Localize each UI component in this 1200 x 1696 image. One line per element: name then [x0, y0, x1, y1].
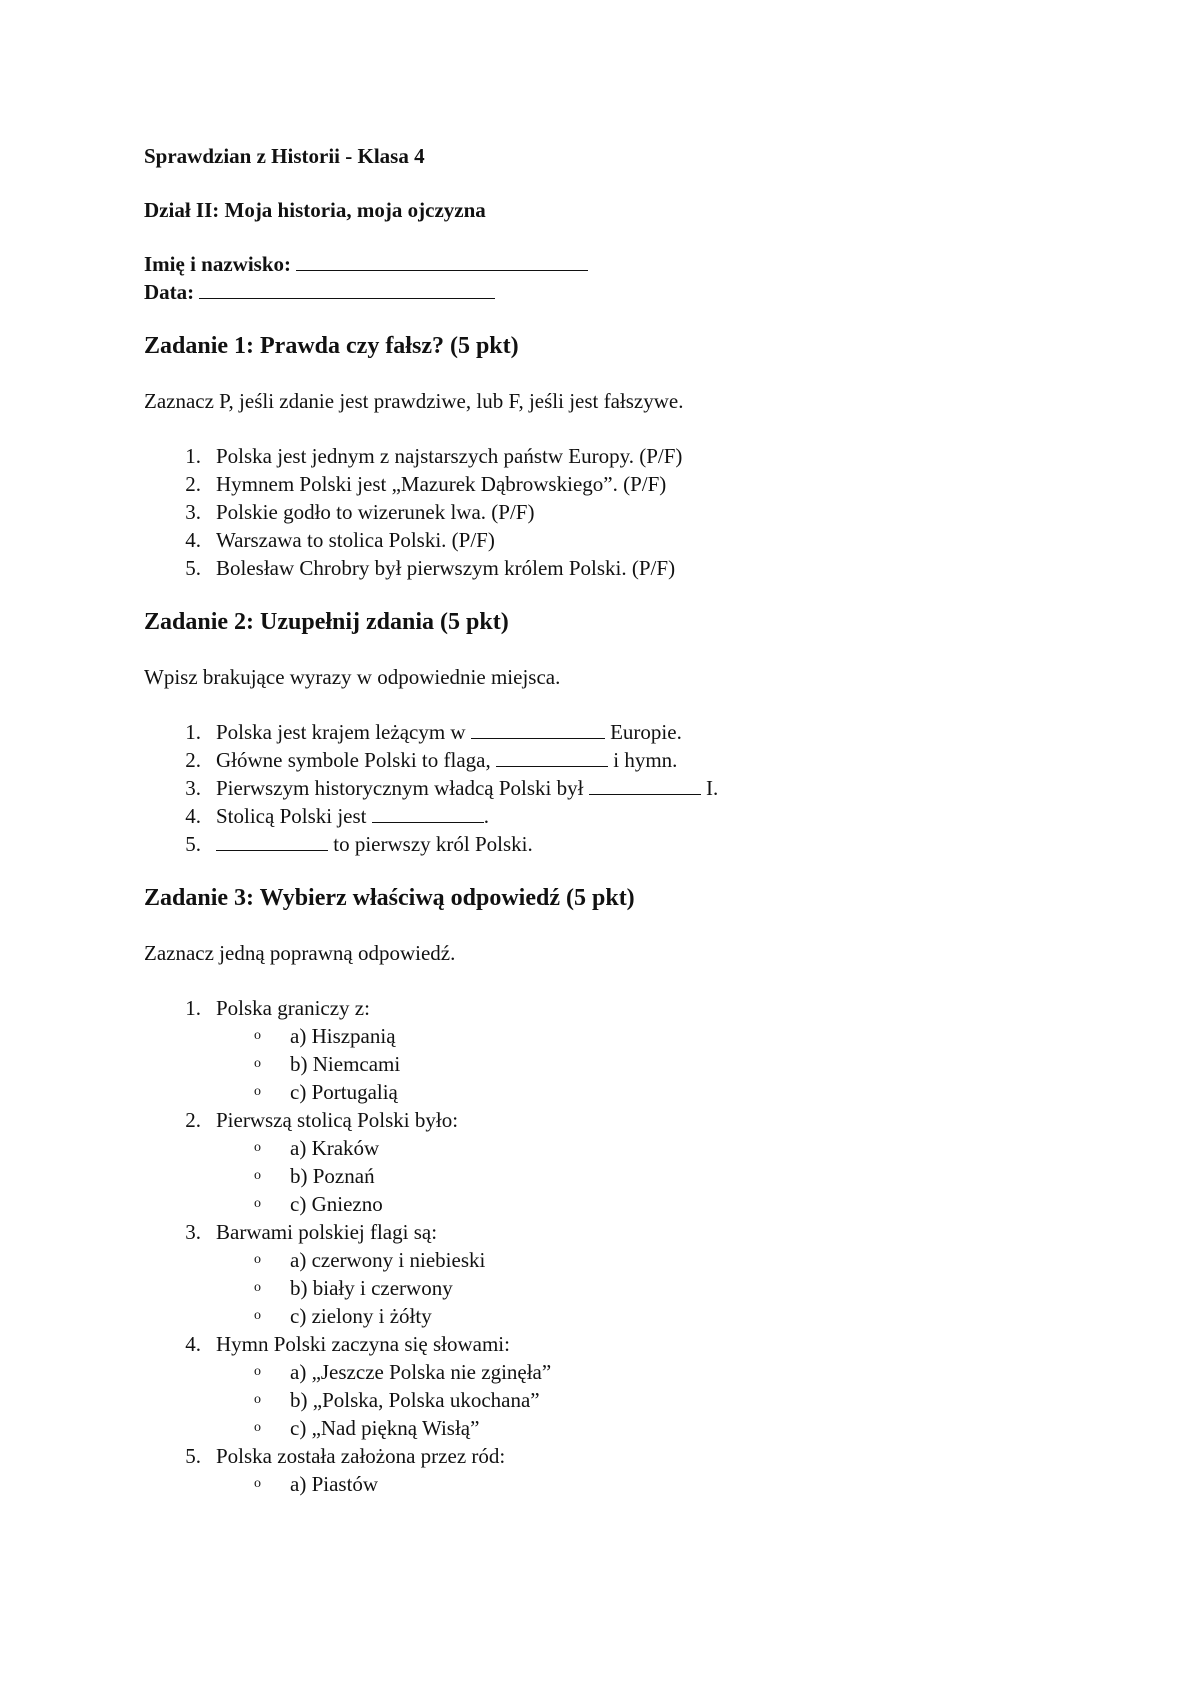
option-text: b) „Polska, Polska ukochana” [290, 1388, 540, 1412]
name-label: Imię i nazwisko: [144, 252, 291, 276]
task2-item [144, 774, 1104, 802]
item-number: 4 . [179, 526, 201, 554]
item-text: Hymnem Polski jest „Mazurek Dąbrowskiego”. (P/F) [216, 472, 667, 496]
circle-bullet-icon: o [254, 1420, 261, 1435]
fill-in-blank[interactable] [496, 748, 608, 767]
answer-option[interactable] [144, 1358, 1104, 1386]
task1-item [144, 442, 1104, 470]
circle-bullet-icon: o [254, 1364, 261, 1379]
task2-item [144, 746, 1104, 774]
circle-bullet-icon: o [254, 1056, 261, 1071]
answer-option[interactable] [144, 1022, 1104, 1050]
option-text: b) biały i czerwony [290, 1276, 453, 1300]
task2-instruction: Wpisz brakujące wyrazy w odpowiednie miejsca. [144, 665, 561, 689]
section-title: Dział II: Moja historia, moja ojczyzna [144, 198, 486, 222]
circle-bullet-icon: o [254, 1392, 261, 1407]
task1-item [144, 526, 1104, 554]
item-number: 4 . [179, 802, 201, 830]
answer-options [216, 1134, 1104, 1218]
name-blank[interactable] [296, 252, 588, 271]
answer-option[interactable] [144, 1078, 1104, 1106]
item-text: Bolesław Chrobry był pierwszym królem Polski. (P/F) [216, 556, 676, 580]
circle-bullet-icon: o [254, 1252, 261, 1267]
answer-option[interactable] [144, 1274, 1104, 1302]
item-text: Warszawa to stolica Polski. (P/F) [216, 528, 495, 552]
task3-heading: Zadanie 3: Wybierz właściwą odpowiedź (5 pkt) [144, 885, 635, 911]
task2-item [144, 830, 1104, 858]
fill-in-blank[interactable] [216, 832, 328, 851]
question-number: 5 . [179, 1442, 201, 1470]
item-text: Polska jest jednym z najstarszych państw Europy. (P/F) [216, 444, 683, 468]
item-number: 3 . [179, 498, 201, 526]
question-text: Barwami polskiej flagi są: [216, 1220, 438, 1244]
option-text: a) „Jeszcze Polska nie zginęła” [290, 1360, 552, 1384]
task3-question [144, 1218, 1104, 1330]
item-text-before: Stolicą Polski jest [216, 804, 372, 828]
question-text: Pierwszą stolicą Polski było: [216, 1108, 459, 1132]
question-number: 1 . [179, 994, 201, 1022]
item-number: 1 . [179, 442, 201, 470]
task1-item [144, 498, 1104, 526]
task2-list [144, 718, 1104, 858]
answer-option[interactable] [144, 1470, 1104, 1498]
option-text: a) Kraków [290, 1136, 380, 1160]
item-text-after: Europie. [604, 720, 682, 744]
task2-item [144, 802, 1104, 830]
question-text: Hymn Polski zaczyna się słowami: [216, 1332, 510, 1356]
question-text: Polska graniczy z: [216, 996, 370, 1020]
task3-question [144, 1442, 1104, 1498]
date-blank[interactable] [199, 280, 495, 299]
question-number: 2 . [179, 1106, 201, 1134]
answer-options [216, 1246, 1104, 1330]
test-content [144, 142, 1104, 1498]
task3-question [144, 1330, 1104, 1442]
task1-instruction: Zaznacz P, jeśli zdanie jest prawdziwe, lub F, jeśli jest fałszywe. [144, 389, 684, 413]
task1-list [144, 442, 1104, 582]
question-number: 4 . [179, 1330, 201, 1358]
task2-heading: Zadanie 2: Uzupełnij zdania (5 pkt) [144, 609, 509, 635]
date-label: Data: [144, 280, 195, 304]
item-number: 2 . [179, 746, 201, 774]
question-text: Polska została założona przez ród: [216, 1444, 506, 1468]
task1-heading: Zadanie 1: Prawda czy fałsz? (5 pkt) [144, 333, 519, 359]
item-number: 3 . [179, 774, 201, 802]
name-field-row [144, 250, 1104, 278]
item-text-before: Główne symbole Polski to flaga, [216, 748, 496, 772]
item-number: 2 . [179, 470, 201, 498]
item-text-after: I. [700, 776, 719, 800]
option-text: c) zielony i żółty [290, 1304, 432, 1328]
circle-bullet-icon: o [254, 1084, 261, 1099]
option-text: b) Niemcami [290, 1052, 401, 1076]
fill-in-blank[interactable] [372, 804, 484, 823]
fill-in-blank[interactable] [589, 776, 701, 795]
option-text: a) Hiszpanią [290, 1024, 396, 1048]
answer-option[interactable] [144, 1134, 1104, 1162]
question-number: 3 . [179, 1218, 201, 1246]
circle-bullet-icon: o [254, 1476, 261, 1491]
task1-item [144, 470, 1104, 498]
answer-options [216, 1022, 1104, 1106]
item-text-before: Polska jest krajem leżącym w [216, 720, 471, 744]
circle-bullet-icon: o [254, 1280, 261, 1295]
date-field-row [144, 278, 1104, 306]
circle-bullet-icon: o [254, 1168, 261, 1183]
task3-question [144, 994, 1104, 1106]
answer-option[interactable] [144, 1190, 1104, 1218]
task2-item [144, 718, 1104, 746]
answer-option[interactable] [144, 1386, 1104, 1414]
task3-instruction: Zaznacz jedną poprawną odpowiedź. [144, 941, 456, 965]
task3-question [144, 1106, 1104, 1218]
option-text: c) Gniezno [290, 1192, 383, 1216]
item-text-after: i hymn. [607, 748, 678, 772]
item-number: 5 . [179, 830, 201, 858]
option-text: c) Portugalią [290, 1080, 398, 1104]
answer-option[interactable] [144, 1246, 1104, 1274]
item-number: 1 . [179, 718, 201, 746]
item-text-before: Pierwszym historycznym władcą Polski był [216, 776, 589, 800]
answer-options [216, 1358, 1104, 1442]
circle-bullet-icon: o [254, 1028, 261, 1043]
answer-option[interactable] [144, 1302, 1104, 1330]
item-text: Polskie godło to wizerunek lwa. (P/F) [216, 500, 535, 524]
answer-options [216, 1470, 1104, 1498]
circle-bullet-icon: o [254, 1308, 261, 1323]
circle-bullet-icon: o [254, 1196, 261, 1211]
item-number: 5 . [179, 554, 201, 582]
task3-list [144, 994, 1104, 1498]
answer-option[interactable] [144, 1162, 1104, 1190]
fill-in-blank[interactable] [471, 720, 605, 739]
answer-option[interactable] [144, 1050, 1104, 1078]
answer-option[interactable] [144, 1414, 1104, 1442]
option-text: a) czerwony i niebieski [290, 1248, 486, 1272]
item-text-after: to pierwszy król Polski. [328, 832, 533, 856]
item-text-after: . [483, 804, 490, 828]
document-title: Sprawdzian z Historii - Klasa 4 [144, 144, 425, 168]
option-text: c) „Nad piękną Wisłą” [290, 1416, 480, 1440]
option-text: a) Piastów [290, 1472, 379, 1496]
circle-bullet-icon: o [254, 1140, 261, 1155]
task1-item [144, 554, 1104, 582]
option-text: b) Poznań [290, 1164, 375, 1188]
